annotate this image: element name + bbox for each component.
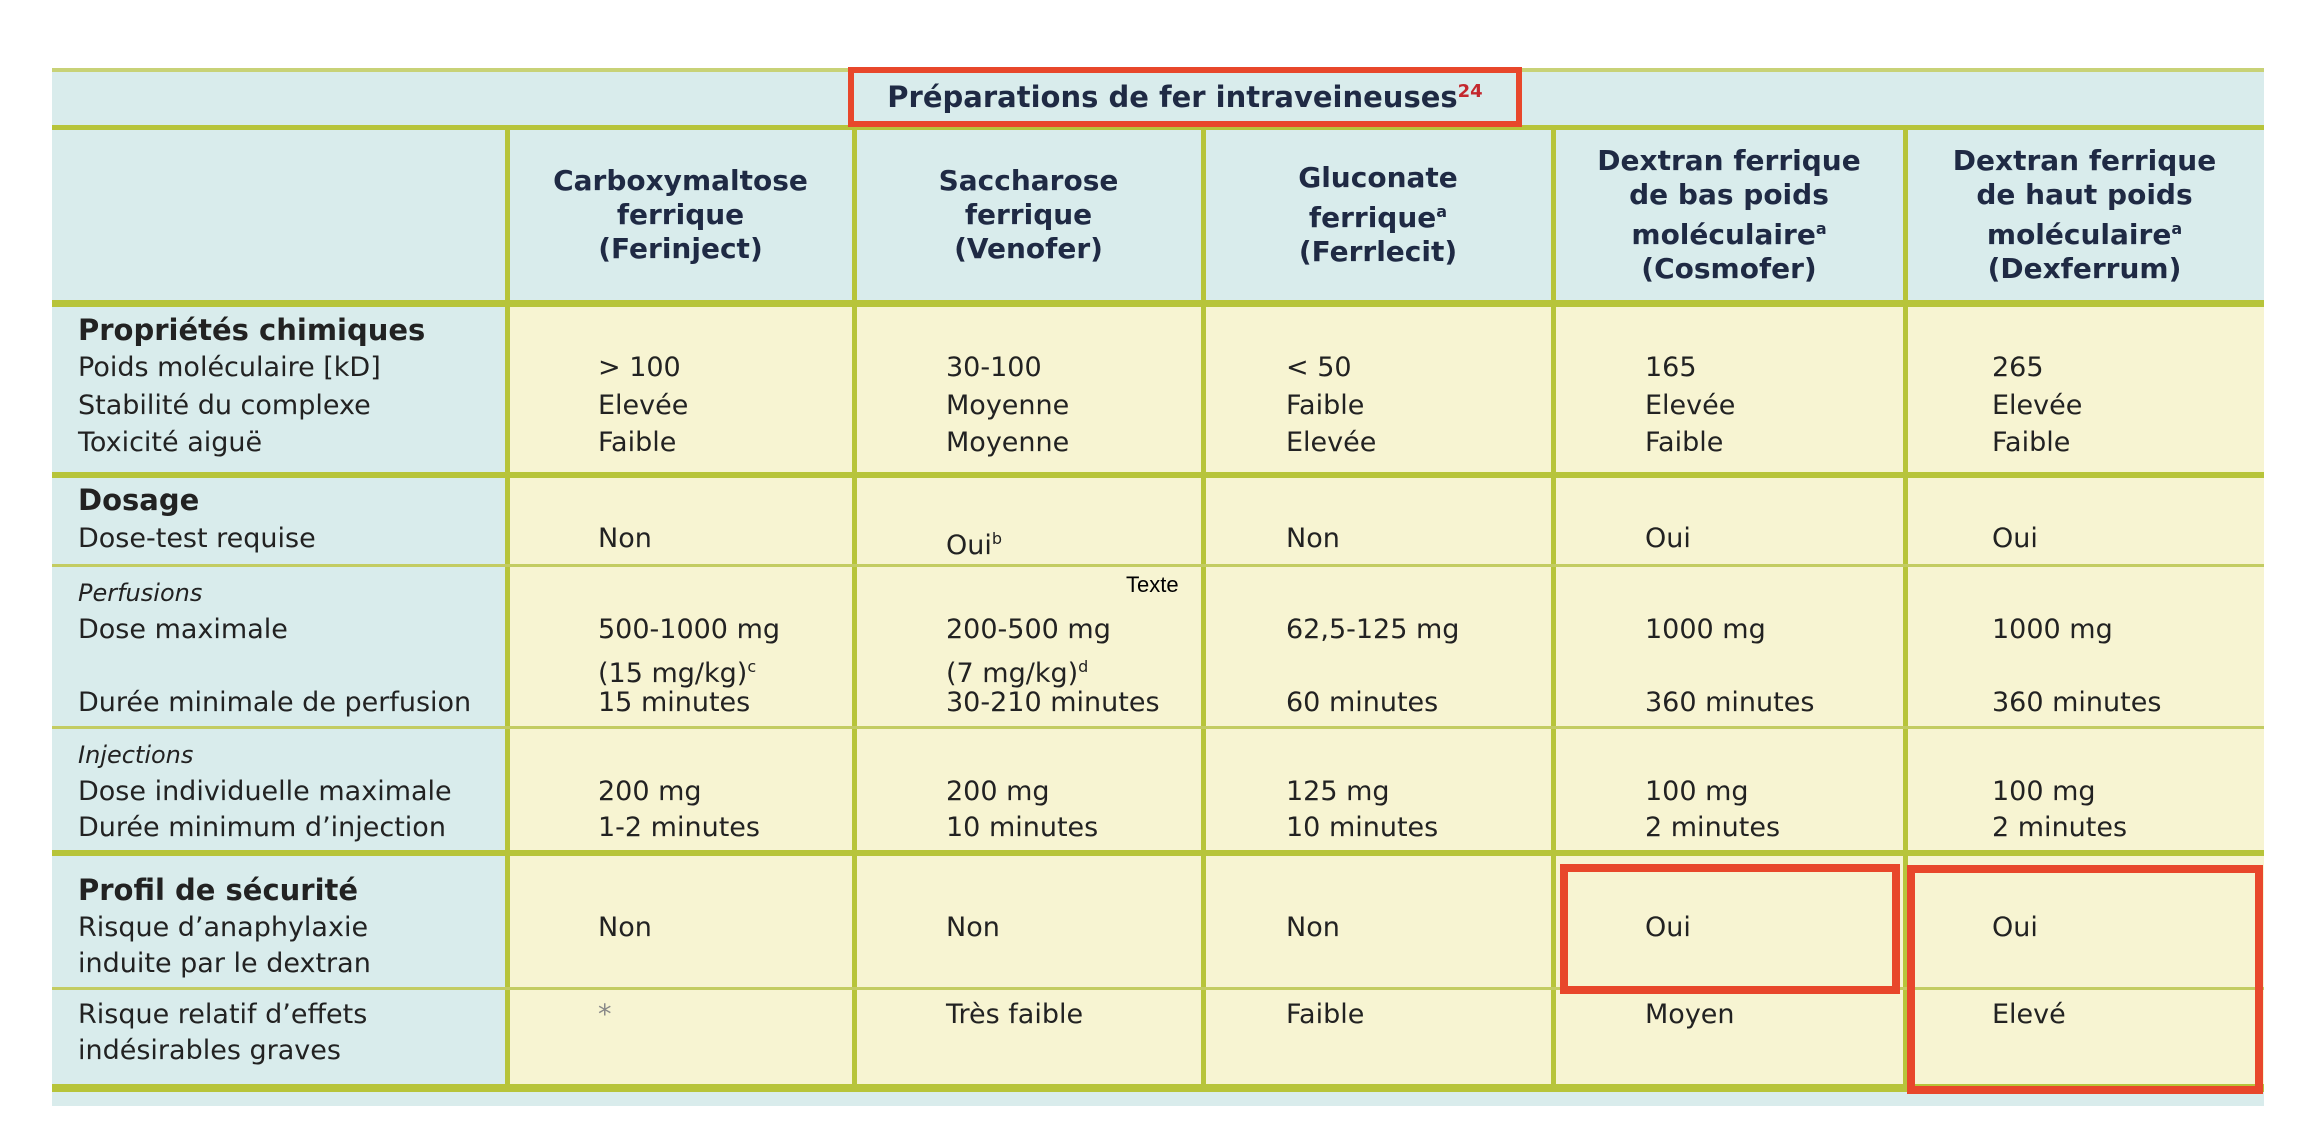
cell-value: Non	[946, 912, 1000, 943]
col-header-dexferrum: Dextran ferrique de haut poids moléculaire$^a$ (Dexferrum)	[1952, 144, 2217, 285]
cell-value: Oui	[1992, 912, 2038, 943]
cell-value: Oui	[1645, 523, 1691, 554]
row-rule	[52, 564, 2264, 567]
cell-value: 62,5-125 mg	[1286, 614, 1460, 645]
cell-value: 125 mg	[1286, 776, 1390, 807]
row-label-serious-adverse-risk: Risque relatif d’effets	[78, 999, 368, 1030]
section-rule	[52, 472, 2264, 478]
cell-value: 15 minutes	[598, 687, 751, 718]
text-annotation[interactable]: Texte	[1126, 572, 1179, 597]
row-label-complex-stability: Stabilité du complexe	[78, 390, 371, 421]
cell-value: 30-210 minutes	[946, 687, 1160, 718]
cell-value: 500-1000 mg	[598, 614, 781, 645]
column-rule	[505, 130, 510, 1098]
cell-value: Oui	[1992, 523, 2038, 554]
column-header-row	[52, 130, 2264, 307]
column-rule	[1551, 130, 1556, 1098]
cell-value: Très faible	[946, 999, 1084, 1030]
cell-value-asterisk: *	[598, 999, 612, 1030]
row-label-max-single-dose: Dose individuelle maximale	[78, 776, 452, 807]
column-rule	[852, 130, 857, 1098]
cell-value: 360 minutes	[1992, 687, 2162, 718]
section-rule	[52, 850, 2264, 856]
row-label-min-perfusion-duration: Durée minimale de perfusion	[78, 687, 472, 718]
col-header-ferrlecit: Gluconate ferrique$^a$ (Ferrlecit)	[1298, 161, 1458, 268]
cell-value: 100 mg	[1992, 776, 2096, 807]
row-label-serious-adverse-risk-cont: indésirables graves	[78, 1035, 341, 1066]
table-title-highlight	[848, 67, 1522, 127]
cell-value: 265	[1992, 352, 2044, 383]
table-title: Préparations de fer intraveineuses$^{24}$	[887, 80, 1483, 114]
row-label-test-dose: Dose-test requise	[78, 523, 316, 554]
cell-value: Oui$^b$	[946, 529, 1003, 561]
row-label-anaphylaxis-risk: Risque d’anaphylaxie	[78, 912, 369, 943]
cell-value: Moyenne	[946, 427, 1070, 458]
cell-value: 360 minutes	[1645, 687, 1815, 718]
row-label-anaphylaxis-risk-cont: induite par le dextran	[78, 948, 371, 979]
col-header-ferinject: Carboxymaltose ferrique (Ferinject)	[553, 164, 808, 265]
cell-note: (7 mg/kg)$^d$	[946, 657, 1089, 689]
cell-value: > 100	[598, 352, 681, 383]
cell-value: Elevée	[1645, 390, 1736, 421]
row-rule	[52, 726, 2264, 729]
cell-value: Moyen	[1645, 999, 1735, 1030]
row-label-min-injection-duration: Durée minimum d’injection	[78, 812, 446, 843]
footnote-marker: b	[991, 529, 1003, 548]
cell-value: Faible	[1645, 427, 1724, 458]
cell-value: Non	[598, 523, 652, 554]
highlight-box-cosmofer-anaphylaxis	[1560, 864, 1900, 994]
footnote-marker: c	[747, 657, 757, 676]
cell-value: Elevée	[1286, 427, 1377, 458]
cell-value: 165	[1645, 352, 1697, 383]
table-bottom-strip	[52, 1092, 2264, 1106]
cell-value: Faible	[1286, 390, 1365, 421]
title-reference: 24	[1457, 81, 1483, 102]
cell-value: Elevé	[1992, 999, 2066, 1030]
cell-note: (15 mg/kg)$^c$	[598, 657, 757, 689]
cell-value: 2 minutes	[1645, 812, 1781, 843]
cell-value: 30-100	[946, 352, 1042, 383]
highlight-box-dexferrum-safety	[1907, 865, 2263, 1094]
col-header-cosmofer: Dextran ferrique de bas poids moléculaire$^a$ (Cosmofer)	[1597, 144, 1861, 285]
cell-value: Oui	[1645, 912, 1691, 943]
cell-value: 2 minutes	[1992, 812, 2128, 843]
cell-value: Faible	[1992, 427, 2071, 458]
section-heading-safety: Profil de sécurité	[78, 873, 359, 907]
cell-value: < 50	[1286, 352, 1352, 383]
cell-value: Non	[1286, 912, 1340, 943]
col-header-venofer: Saccharose ferrique (Venofer)	[938, 164, 1119, 265]
cell-value: 200 mg	[946, 776, 1050, 807]
cell-value: Elevée	[598, 390, 689, 421]
section-heading-dosage: Dosage	[78, 483, 200, 517]
subheading-perfusions: Perfusions	[78, 579, 203, 607]
cell-value: Non	[598, 912, 652, 943]
cell-value: 1000 mg	[1992, 614, 2113, 645]
iron-preparations-table	[52, 68, 2264, 1098]
cell-value: 60 minutes	[1286, 687, 1439, 718]
cell-value: Faible	[1286, 999, 1365, 1030]
cell-value: Elevée	[1992, 390, 2083, 421]
table-title-band	[52, 68, 2264, 130]
cell-value: 10 minutes	[1286, 812, 1439, 843]
row-label-max-dose: Dose maximale	[78, 614, 288, 645]
cell-value: Non	[1286, 523, 1340, 554]
cell-value: 10 minutes	[946, 812, 1099, 843]
cell-value: 200 mg	[598, 776, 702, 807]
column-rule	[1201, 130, 1206, 1098]
cell-value: 1000 mg	[1645, 614, 1766, 645]
row-label-acute-toxicity: Toxicité aiguë	[78, 427, 263, 458]
cell-value: 100 mg	[1645, 776, 1749, 807]
subheading-injections: Injections	[78, 741, 194, 769]
row-label-molecular-weight: Poids moléculaire [kD]	[78, 352, 381, 383]
section-heading-chemical: Propriétés chimiques	[78, 313, 426, 347]
footnote-marker: d	[1078, 657, 1089, 676]
cell-value: 200-500 mg	[946, 614, 1111, 645]
cell-value: 1-2 minutes	[598, 812, 760, 843]
cell-value: Faible	[598, 427, 677, 458]
cell-value: Moyenne	[946, 390, 1070, 421]
